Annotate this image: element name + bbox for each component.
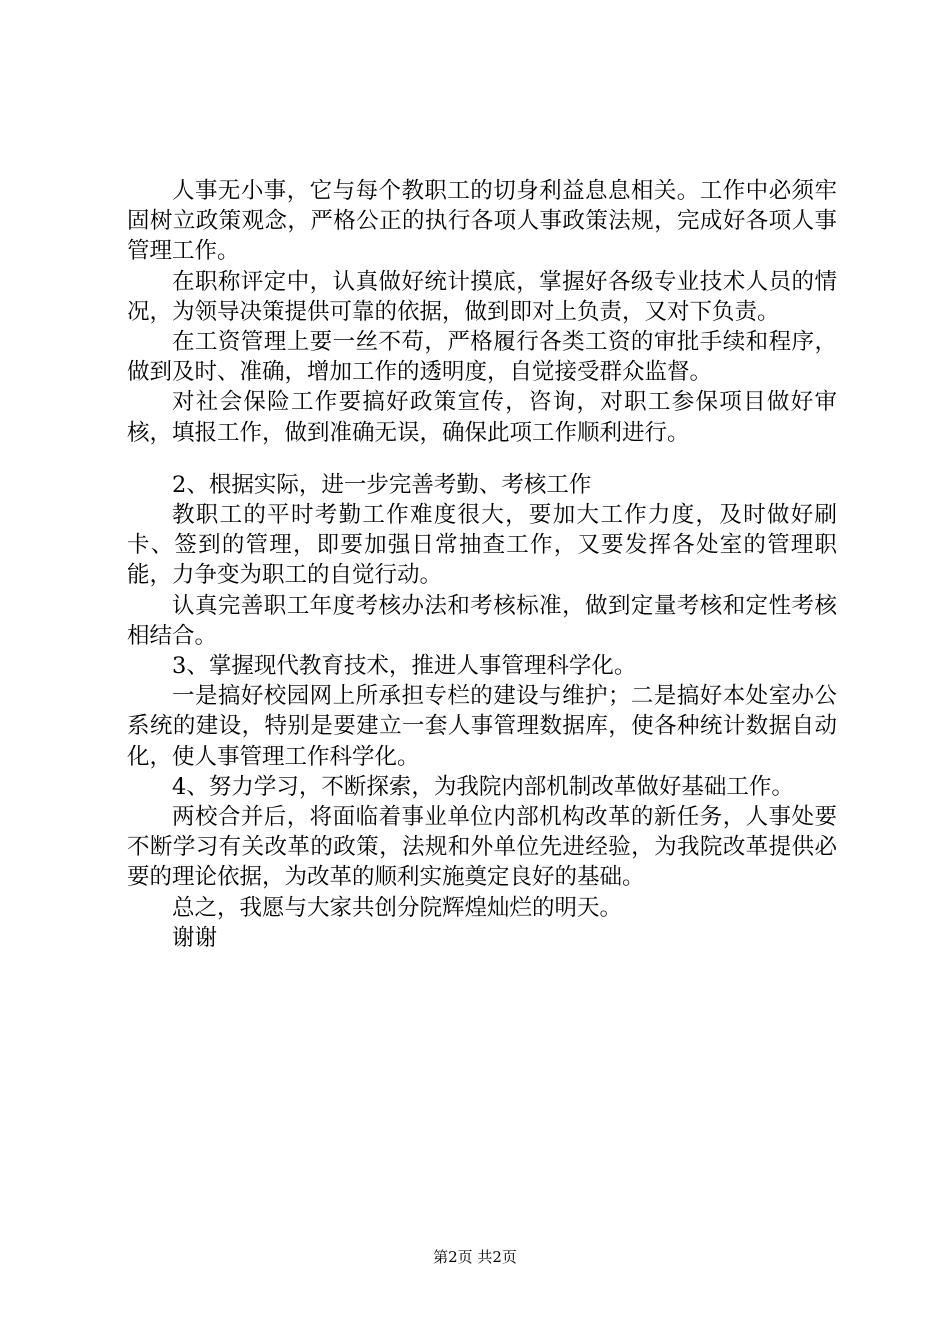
section-heading-attendance: 2、根据实际，进一步完善考勤、考核工作 <box>172 471 592 498</box>
paragraph-salary-management: 在工资管理上要一丝不苟，严格履行各类工资的审批手续和程序，做到及时、准确，增加工作的透明度，自觉接受群众监督。 <box>127 329 837 386</box>
section-heading-learning: 4、努力学习，不断探索，为我院内部机制改革做好基础工作。 <box>172 773 794 800</box>
paragraph-personnel-matters: 人事无小事，它与每个教职工的切身利益息息相关。工作中必须牢固树立政策观念，严格公正的执行各项人事政策法规，完成好各项人事管理工作。 <box>127 178 837 265</box>
paragraph-attendance: 教职工的平时考勤工作难度很大，要加大工作力度，及时做好刷卡、签到的管理，即要加强日常抽查工作，又要发挥各处室的管理职能，力争变为职工的自觉行动。 <box>127 502 837 589</box>
paragraph-title-evaluation: 在职称评定中，认真做好统计摸底，掌握好各级专业技术人员的情况，为领导决策提供可靠的依据，做到即对上负责，又对下负责。 <box>127 268 837 325</box>
paragraph-conclusion: 总之，我愿与大家共创分院辉煌灿烂的明天。 <box>172 894 623 921</box>
paragraph-merger: 两校合并后，将面临着事业单位内部机构改革的新任务，人事处要不断学习有关改革的政策，法规和外单位先进经验，为我院改革提供必要的理论依据，为改革的顺利实施奠定良好的基础。 <box>127 804 837 891</box>
paragraph-thanks: 谢谢 <box>172 924 218 951</box>
document-body <box>127 176 837 953</box>
page-number-footer: 第2页 共2页 <box>433 1248 517 1266</box>
paragraph-campus-network: 一是搞好校园网上所承担专栏的建设与维护；二是搞好本处室办公系统的建设，特别是要建立一套人事管理数据库，使各种统计数据自动化，使人事管理工作科学化。 <box>127 683 837 770</box>
section-heading-education-tech: 3、掌握现代教育技术，推进人事管理科学化。 <box>172 653 637 680</box>
paragraph-social-insurance: 对社会保险工作要搞好政策宣传，咨询，对职工参保项目做好审核，填报工作，做到准确无误，确保此项工作顺利进行。 <box>127 389 837 446</box>
paragraph-annual-assessment: 认真完善职工年度考核办法和考核标准，做到定量考核和定性考核相结合。 <box>127 592 837 649</box>
